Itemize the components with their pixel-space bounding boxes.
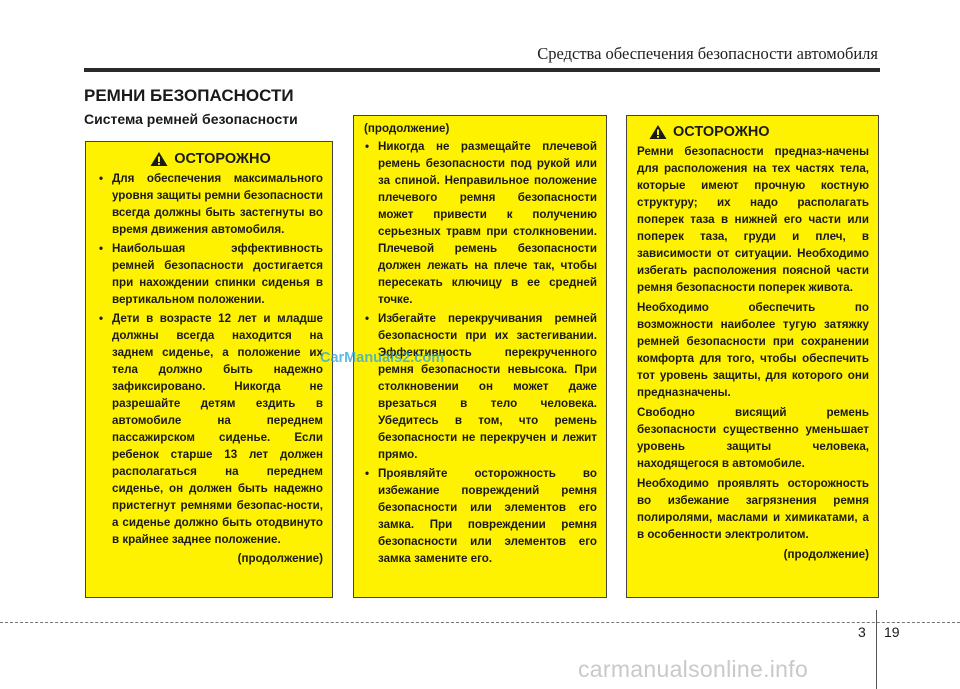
list-item: • Избегайте перекручивания ремней безопасности при их застегивании. Эффективность перекрученного ремня безопасности невысока. При столкновении он может даже врезаться в тело человека. Убедитесь в том, что ремень безопасности не перекручен и лежит прямо. (364, 310, 597, 463)
warning-box-3 (626, 115, 879, 598)
warning-paragraph: Необходимо проявлять осторожность во избежание загрязнения ремня полиролями, маслами и химикатами, а в особенности электролитом. (637, 477, 869, 541)
header-rule (84, 68, 880, 72)
warning-paragraph: Необходимо обеспечить по возможности наиболее тугую затяжку ремней безопасности при сохранении комфорта для того, чтобы обеспечить тот уровень защиты, для которого они предназначены. (637, 301, 869, 399)
list-item: • Никогда не размещайте плечевой ремень безопасности под рукой или за спиной. Неправильное положение плечевого ремня безопасности может привести к получению серьезных травм при столкновении. Плечевой ремень безопасности должен лежать на плече так, чтобы пересекать ключицу в ее средней точке. (364, 138, 597, 308)
list-item: • Для обеспечения максимального уровня защиты ремни безопасности всегда должны быть застегнуты во время движения автомобиля. (98, 170, 323, 238)
warning-box-1-heading (98, 150, 323, 168)
footer-rule (0, 622, 960, 623)
warning-box-1-list (98, 170, 323, 548)
warning-triangle-icon (150, 151, 168, 167)
warning-box-3-heading-text: ОСТОРОЖНО (673, 124, 770, 140)
continued-label: (продолжение) (364, 122, 450, 135)
warning-triangle-icon (649, 124, 667, 140)
warning-box-1 (85, 141, 333, 598)
chapter-header-title: Средства обеспечения безопасности автомобиля (537, 44, 878, 63)
chapter-number: 3 (858, 624, 866, 640)
site-footer-link[interactable]: carmanualsonline.info (578, 656, 809, 682)
continued-label: (продолжение) (783, 548, 869, 561)
warning-paragraph: Ремни безопасности предназ-начены для расположения на тех частях тела, которые имеют прочную костную структуру; их надо располагать поперек таза в нижней его части или поперек таза, груди и плеч, в зависимости от ситуации. Необходимо избегать расположения поясной части ремня безопасности поперек живота. (637, 145, 869, 294)
continued-label: (продолжение) (237, 552, 323, 565)
subsection-title: Система ремней безопасности (84, 111, 298, 127)
warning-paragraph: Свободно висящий ремень безопасности существенно уменьшает уровень защиты человека, находящегося в автомобиле. (637, 406, 869, 470)
page-number-divider (876, 610, 877, 689)
warning-box-3-heading (637, 123, 869, 141)
watermark: CarManuals2.com (320, 350, 445, 366)
list-item: • Проявляйте осторожность во избежание повреждений ремня безопасности или элементов его замка. При повреждении ремня безопасности или элементов его замка замените его. (364, 465, 597, 567)
section-title: РЕМНИ БЕЗОПАСНОСТИ (84, 86, 294, 105)
list-item: • Наибольшая эффективность ремней безопасности достигается при нахождении спинки сиденья в вертикальном положении. (98, 240, 323, 308)
page-number: 19 (884, 624, 900, 640)
warning-box-1-heading-text: ОСТОРОЖНО (174, 151, 271, 167)
list-item: • Дети в возрасте 12 лет и младше должны всегда находится на заднем сиденье, а положение их тела должно быть надежно зафиксировано. Никогда не разрешайте детям ездить в автомобиле на переднем пассажирском сиденье. Если ребенок старше 13 лет должен располагаться на переднем сиденье, он должен быть надежно пристегнут ремнями безопас-ности, а сиденье должно быть отодвинуто в крайнее заднее положение. (98, 310, 323, 548)
